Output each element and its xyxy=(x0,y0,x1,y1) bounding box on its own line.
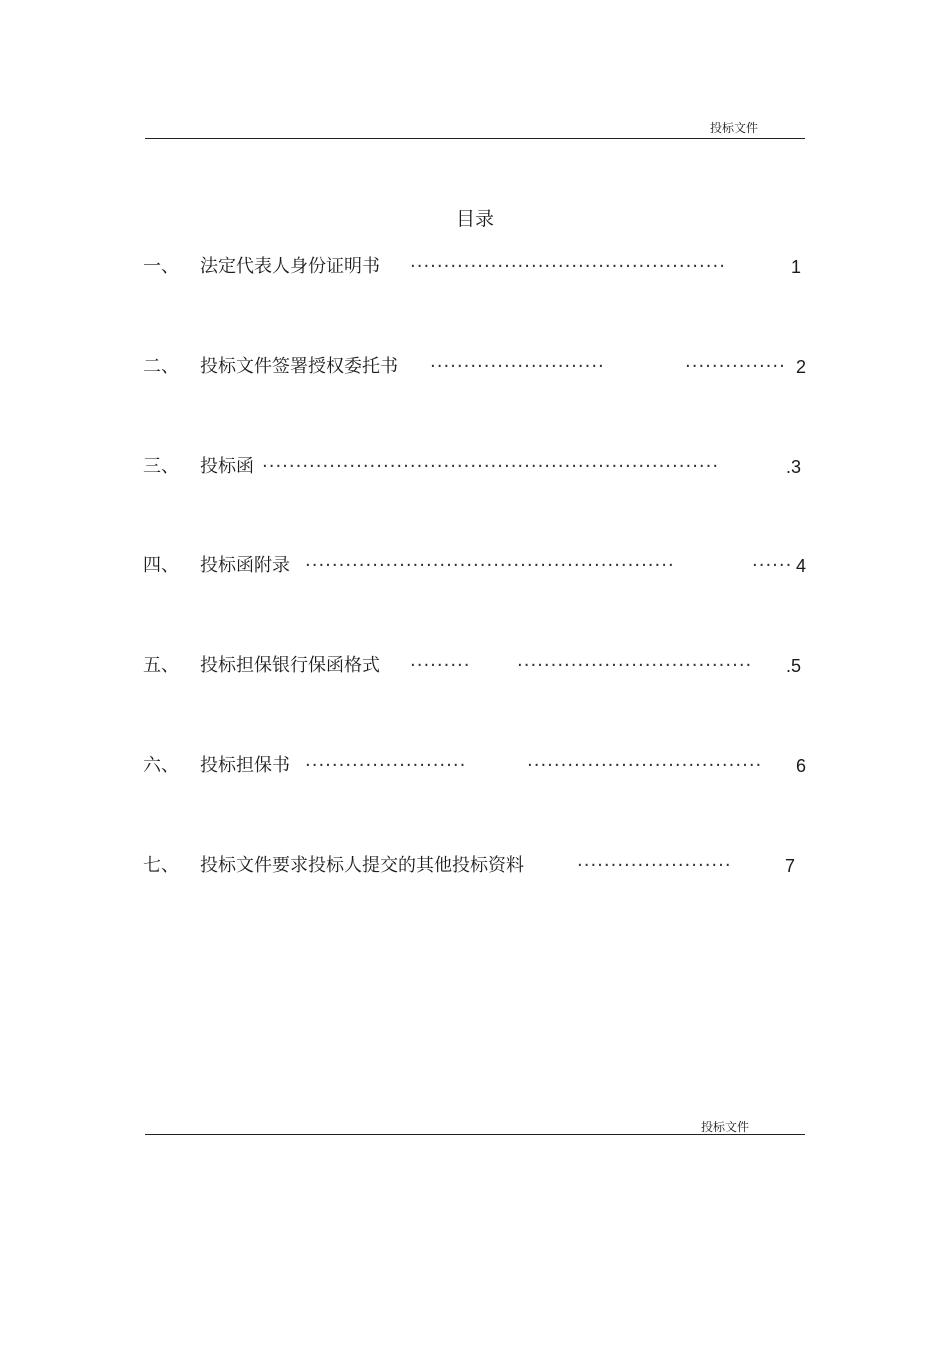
toc-entry-number: 七、 xyxy=(143,855,179,876)
toc-entry-page: 1 xyxy=(791,257,802,277)
toc-entry-number: 四、 xyxy=(143,555,179,576)
toc-entry-leader: ······················································· xyxy=(305,555,675,576)
toc-entry[interactable] xyxy=(0,652,950,680)
toc-entry-label: 投标担保书 xyxy=(200,755,290,776)
toc-entry[interactable] xyxy=(0,752,950,780)
toc-entry-page: 4 xyxy=(796,556,807,576)
toc-entry-label: 投标函附录 xyxy=(200,555,290,576)
footer-rule xyxy=(145,1134,805,1135)
toc-entry-leader: ······ xyxy=(752,555,793,576)
toc-entry-label: 投标函 xyxy=(200,456,254,477)
toc-entry-label: 投标文件签署授权委托书 xyxy=(200,356,398,377)
toc-entry-leader: ·························· xyxy=(430,356,605,377)
toc-title: 目录 xyxy=(455,208,494,230)
toc-entry-number: 一、 xyxy=(143,256,179,277)
toc-entry-leader: ··································· xyxy=(527,755,763,776)
toc-entry-leader: ··············································· xyxy=(410,256,726,277)
toc-entry[interactable] xyxy=(0,852,950,880)
toc-entry-leader: ···································································· xyxy=(262,456,720,477)
toc-entry-label: 投标担保银行保函格式 xyxy=(200,655,380,676)
toc-entry-leader: ··············· xyxy=(685,356,786,377)
toc-entry-leader: ··································· xyxy=(517,655,753,676)
toc-entry-page: 7 xyxy=(785,856,796,876)
toc-entry[interactable] xyxy=(0,552,950,580)
toc-entry-leader: ························ xyxy=(305,755,467,776)
header-rule xyxy=(145,138,805,139)
toc-entry-page: 2 xyxy=(796,357,807,377)
toc-entry-number: 二、 xyxy=(143,356,179,377)
toc-entry-number: 五、 xyxy=(143,655,179,676)
toc-entry-page: 6 xyxy=(796,756,807,776)
toc-entry[interactable] xyxy=(0,353,950,381)
toc-entry-label: 投标文件要求投标人提交的其他投标资料 xyxy=(200,855,524,876)
toc-entry[interactable] xyxy=(0,253,950,281)
toc-entry-leader: ······················· xyxy=(577,855,732,876)
toc-entry-leader: ········· xyxy=(410,655,471,676)
toc-entry-number: 六、 xyxy=(143,755,179,776)
toc-entry-number: 三、 xyxy=(143,456,179,477)
header-label: 投标文件 xyxy=(710,121,759,135)
toc-entry-label: 法定代表人身份证明书 xyxy=(200,256,380,277)
footer-label: 投标文件 xyxy=(701,1120,750,1134)
toc-entry[interactable] xyxy=(0,453,950,481)
toc-entry-page: .5 xyxy=(786,656,802,676)
toc-entry-page: .3 xyxy=(786,457,802,477)
